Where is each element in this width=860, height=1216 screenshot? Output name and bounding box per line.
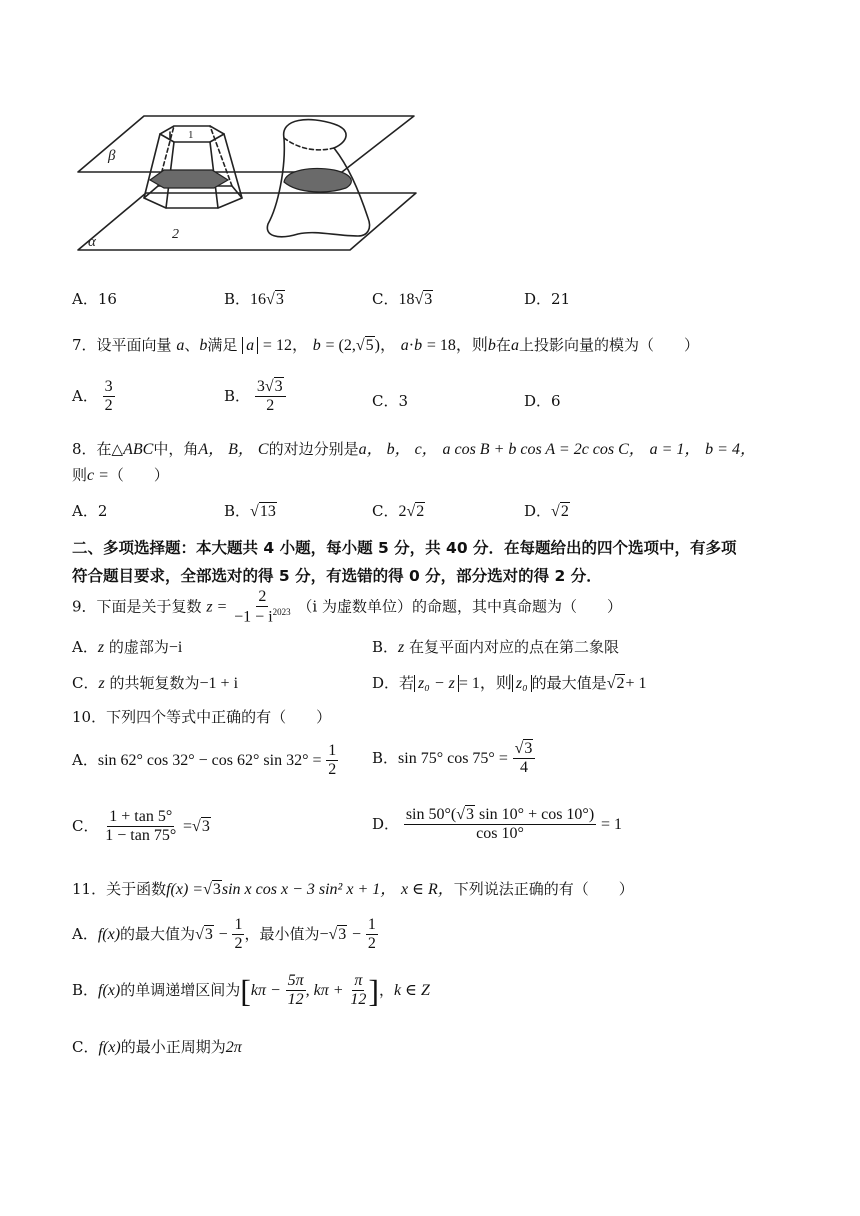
q11-option-a-den1: 2 <box>234 935 243 953</box>
q11-option-c-fx: f(x) <box>98 1039 121 1056</box>
q7-stem: 7．设平面向量 a、b满足 a = 12， b = (2,√5)， a·b = 18，则b在a上投影向量的模为（ ） <box>72 336 699 354</box>
q10-option-b: B．sin 75° cos 75° = $\frac{√3}{4}$ <box>372 740 535 778</box>
q9-option-b <box>372 636 619 657</box>
q9-option-c-val: −1 + i <box>199 675 239 692</box>
q10-option-d-den: cos 10° <box>476 825 524 843</box>
q8-stem-line1 <box>72 436 756 459</box>
q7-b-close: )， <box>374 337 396 354</box>
q11-expr: sin x cos x − 3 sin² x + 1， <box>221 881 397 898</box>
q9-option-d-text: 的最大值是 <box>531 674 607 692</box>
q6-option-a: A．16 <box>72 290 117 308</box>
q7-vec-a: a <box>176 337 185 354</box>
q7-option-b-rad: 3 <box>274 378 283 395</box>
q9-option-b-label: B． <box>372 638 399 656</box>
q8-option-c-rad: 2 <box>416 503 425 520</box>
q8-mid: 中，角 <box>153 440 199 458</box>
q11-option-b-den1: 12 <box>287 991 304 1009</box>
q11-option-c-label: C． <box>72 1038 99 1056</box>
q11-option-b-num2: π <box>352 972 364 991</box>
q11-option-b: B．f(x)的单调递增区间为[kπ − $\frac{5\pi}{12}$ , kπ + $\frac{\pi}{12}$ ]，k ∈ Z <box>72 972 430 1009</box>
q8-option-d-rad: 2 <box>560 503 569 520</box>
frustum-mark-top: 1 <box>188 129 194 141</box>
q8-option-b: B．√13 <box>224 502 276 520</box>
q8-option-b-label: B． <box>224 502 251 520</box>
q11-option-b-t1: 的单调递增区间为 <box>120 980 241 999</box>
q9-option-d-eq: = 1，则 <box>458 675 512 692</box>
q11-option-c-t1: 的最小正周期为 <box>120 1038 226 1056</box>
solids-between-planes-figure <box>72 108 432 258</box>
q10-option-c-label: C． <box>72 816 99 835</box>
q11-domain: x ∈ R， <box>401 881 454 898</box>
q8-a-value: a = 1， <box>649 441 701 458</box>
q10-option-d: D． $\frac{\sin 50^\circ(√3 \sin 10^\circ + \cos 10^\circ)}{\cos 10^\circ}$ = 1 <box>372 806 622 843</box>
q11-tail: 下列说法正确的有（ ） <box>453 880 634 898</box>
q10-option-d-eq: = 1 <box>600 815 622 833</box>
frustum-section <box>150 170 228 188</box>
q10-option-c-num: 1 + tan 5° <box>107 808 174 827</box>
q11-rad: 3 <box>212 881 221 898</box>
q8-option-c-label: C． <box>372 502 399 520</box>
plane-alpha-label: α <box>88 234 96 250</box>
q7-option-a <box>72 378 115 416</box>
q11-stem: 11．关于函数f(x) =√3sin x cos x − 3 sin² x + 1， x ∈ R，下列说法正确的有（ ） <box>72 880 634 898</box>
q7-b-rad: 5 <box>365 337 374 354</box>
q10-option-c-den: 1 − tan 75° <box>105 827 177 845</box>
q9-stem <box>72 588 622 627</box>
frustum-mark-bottom: 2 <box>172 227 179 242</box>
q9-option-d-tail: + 1 <box>625 675 647 692</box>
q10-option-a <box>72 742 338 780</box>
q11-option-b-k1: kπ − <box>250 981 281 999</box>
q10-option-b-expr: sin 75° cos 75° = <box>398 749 508 767</box>
q7-option-b-den: 2 <box>266 397 275 415</box>
q9-den-exp: 2023 <box>272 607 291 618</box>
q9-option-a-text: 的虚部为 <box>108 638 169 656</box>
section-2-heading-line2: 符合题目要求，全部选对的得 5 分，有选错的得 0 分，部分选对的得 2 分． <box>72 567 602 585</box>
q7-sep: 、 <box>184 336 200 354</box>
q6-option-b-coef: 16 <box>250 291 267 308</box>
q8-line2-pre: 则 <box>72 466 88 484</box>
q8-line2-tail: （ ） <box>108 466 169 484</box>
q7-option-b-label: B． <box>224 386 251 405</box>
q8-triangle: ABC <box>123 441 154 458</box>
q7-option-a-num: 3 <box>103 378 115 397</box>
q10-option-a-expr: sin 62° cos 32° − cos 62° sin 32° = <box>97 751 322 769</box>
q8-option-a: A．2 <box>72 502 108 520</box>
q11-option-a-t2: ，最小值为 <box>244 924 320 943</box>
q7-option-c: C．3 <box>372 392 409 410</box>
q9-option-b-text: 在复平面内对应的点在第二象限 <box>409 638 620 656</box>
q11-option-a-den2: 2 <box>367 935 376 953</box>
plane-beta-label: β <box>108 148 116 164</box>
q6-option-c-rad: 3 <box>424 291 433 308</box>
q11-option-a: A．f(x)的最大值为√3 − $\frac{1}{2}$ ，最小值为−√3 − $\frac{1}{2}$ <box>72 916 376 953</box>
q7-proj-a: a <box>510 337 519 354</box>
q8-option-d-label: D． <box>524 502 552 520</box>
q11-option-c <box>72 1036 242 1057</box>
q9-pre: 9．下面是关于复数 <box>72 597 202 616</box>
q6-option-d: D．21 <box>524 290 571 308</box>
q11-option-b-k2: , kπ + <box>305 981 344 999</box>
q10-option-b-label: B． <box>372 748 399 767</box>
q10-option-d-label: D． <box>372 814 400 833</box>
q7-abs-a: a <box>242 337 258 354</box>
q10-option-c-eq: = <box>183 817 193 835</box>
q9-option-d: D．若 z₀ − z = 1，则 z₀ 的最大值是√2+ 1 <box>372 674 647 692</box>
q8-equation: a cos B + b cos A = 2c cos C， <box>442 441 645 458</box>
q11-option-a-t1: 的最大值为 <box>120 924 196 943</box>
q10-option-b-den: 4 <box>520 759 529 777</box>
q11-option-b-den2: 12 <box>350 991 367 1009</box>
q11-option-a-neg: − <box>319 925 329 943</box>
q9-option-c-text: 的共轭复数为 <box>109 674 200 692</box>
q11-option-a-minus1: − <box>218 925 228 943</box>
q8-option-c-coef: 2 <box>398 503 407 520</box>
q11-option-a-rad1: 3 <box>204 925 213 943</box>
q9-option-a-z: z <box>97 639 105 656</box>
q10-option-d-num-pre: sin 50°( <box>405 806 457 823</box>
q7-mid: 满足 <box>207 336 238 354</box>
q9-option-d-abs2: z₀ <box>512 675 532 692</box>
q8-stem-line2 <box>72 464 169 485</box>
q10-option-d-rad: 3 <box>466 806 474 823</box>
q9-option-a <box>72 636 182 657</box>
q8-angles: A， B， C <box>198 441 269 458</box>
q9-option-c-z: z <box>98 675 105 692</box>
q7-pre: 7．设平面向量 <box>72 336 172 354</box>
q11-option-a-rad2: 3 <box>338 925 347 943</box>
q9-option-b-z: z <box>398 639 405 656</box>
q8-sides: a， b， c， <box>358 441 438 458</box>
q9-den: −1 − i <box>234 608 273 626</box>
q7-proj-b: b <box>487 337 496 354</box>
q8-sides-pre: 的对边分别是 <box>268 440 359 458</box>
q7-vec-b: b <box>199 337 208 354</box>
q7-option-a-den: 2 <box>104 397 113 415</box>
q8-b-value: b = 4， <box>705 441 756 458</box>
q9-option-c-label: C． <box>72 674 99 692</box>
q7-option-b-coef: 3 <box>256 378 265 395</box>
q6-option-c-label: C． <box>372 290 399 308</box>
q7-b-def: = (2, <box>325 337 356 354</box>
q7-abs-a-val: = 12， <box>262 337 308 354</box>
q11-option-a-fx: f(x) <box>97 925 121 943</box>
irregular-section <box>284 169 351 192</box>
q8-option-b-rad: 13 <box>259 503 276 520</box>
q8-option-d: D．√2 <box>524 502 569 520</box>
q10-option-a-label: A． <box>72 750 98 769</box>
q11-option-a-num2: 1 <box>366 916 378 935</box>
q11-pre: 11．关于函数 <box>72 880 167 898</box>
q10-option-c-rad: 3 <box>201 817 210 835</box>
q11-option-b-tail: ， <box>378 980 394 999</box>
q6-option-b: B．16√3 <box>224 290 284 308</box>
q11-fx: f(x) = <box>166 881 204 898</box>
q9-option-d-abs: z₀ − z <box>414 675 459 692</box>
q7-option-b: B． $\frac{3√3}{2}$ <box>224 378 286 416</box>
section-2-heading-line1: 二、多项选择题：本大题共 4 小题，每小题 5 分，共 40 分．在每题给出的四个选项中，有多项 <box>72 539 737 557</box>
q7-proj-mid: 在 <box>495 336 511 354</box>
q11-option-b-num1: 5π <box>286 972 306 991</box>
q11-option-c-val: 2π <box>225 1039 242 1056</box>
q9-num: 2 <box>256 588 268 607</box>
q9-tail: （i 为虚数单位）的命题，其中真命题为（ ） <box>297 597 622 616</box>
q10-option-b-rad: 3 <box>524 740 533 757</box>
q10-option-a-den: 2 <box>328 761 337 779</box>
q6-option-c-coef: 18 <box>398 291 415 308</box>
q9-option-a-label: A． <box>72 638 98 656</box>
q10-option-d-num-post: sin 10° + cos 10°) <box>479 806 595 823</box>
q8-line2-c: c = <box>87 467 109 484</box>
q9-option-c <box>72 672 238 693</box>
q7-option-a-label: A． <box>72 386 98 405</box>
q11-option-a-num1: 1 <box>232 916 244 935</box>
q7-dot-val: = 18，则 <box>426 337 488 354</box>
q9-option-d-rad: 2 <box>616 675 625 692</box>
q7-option-d: D．6 <box>524 392 561 410</box>
q10-option-c: C． $\frac{1 + \tan 5^\circ}{1 - \tan 75^\circ}$ =√3 <box>72 808 210 845</box>
q8-pre: 8．在△ <box>72 440 124 458</box>
q6-option-c: C．18√3 <box>372 290 433 308</box>
q11-option-b-fx: f(x) <box>98 981 121 999</box>
q11-option-a-minus2: − <box>352 925 362 943</box>
q11-option-a-label: A． <box>72 924 98 943</box>
q7-tail: 上投影向量的模为（ ） <box>518 336 699 354</box>
q11-option-b-label: B． <box>72 980 99 999</box>
q10-option-a-num: 1 <box>326 742 338 761</box>
q6-option-b-rad: 3 <box>275 291 284 308</box>
q10-stem: 10．下列四个等式中正确的有（ ） <box>72 708 332 726</box>
q9-option-d-label: D．若 <box>372 674 415 692</box>
q8-option-c: C．2√2 <box>372 502 425 520</box>
q9-z-eq: z = <box>206 598 228 616</box>
q11-option-b-domain: k ∈ Z <box>394 981 430 999</box>
q6-option-b-label: B． <box>224 290 251 308</box>
q9-option-a-val: −i <box>168 639 183 656</box>
